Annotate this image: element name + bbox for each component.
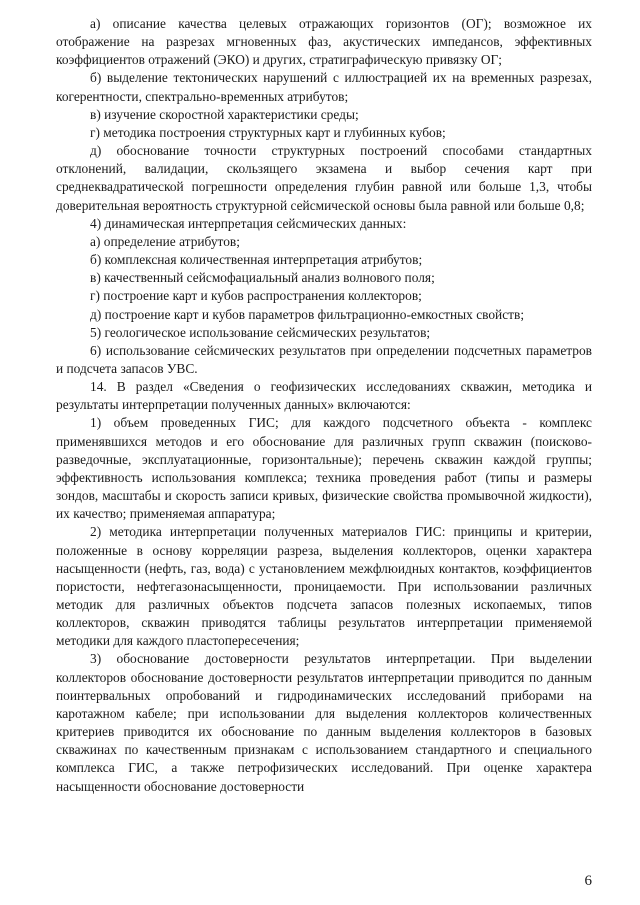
paragraph-item-d-accuracy: д) обоснование точности структурных построений способами стандартных отклонений, валидации, скользящего экзамена и выбор сечения карт при среднеквадратической погрешности определения глубин равной или больше 1,3, чтобы доверительная вероятность структурной сейсмической основы была равной или больше 0,8; (56, 143, 592, 213)
paragraph-item-4-dynamic: 4) динамическая интерпретация сейсмических данных: (90, 215, 407, 231)
paragraph-item-3-reliability: 3) обоснование достоверности результатов интерпретации. При выделении коллекторов обоснование достоверности результатов интерпретации приводится по данным поинтервальных опробований и гидродинамических исследований приборами на каротажном кабеле; при использовании для выделения коллекторов количественных критериев приводится их обоснование по данным выделения коллекторов в базовых скважинах по качественным признакам с использованием стандартного и специального комплекса ГИС, а также петрофизических исследований. При оценке характера насыщенности обоснование достоверности (56, 651, 592, 794)
paragraph-item-1-gis-volume: 1) объем проведенных ГИС; для каждого подсчетного объекта - комплекс применявшихся методов и его обоснование для различных групп скважин (поисково-разведочные, эксплуатационные, горизонтальные); перечень скважин каждой группы; эффективность использования комплекса; техника проведения работ (типы и размеры зондов, масштабы и скорость записи кривых, физические свойства промывочной жидкости), их качество; применяемая аппаратура; (56, 415, 592, 522)
paragraph-item-g-reservoir-maps: г) построение карт и кубов распространения коллекторов; (90, 288, 422, 304)
paragraph-item-b-faults: б) выделение тектонических нарушений с иллюстрацией их на временных разрезах, когерентности, спектрально-временных атрибутов; (56, 70, 592, 104)
paragraph-item-d-property-maps: д) построение карт и кубов параметров фильтрационно-емкостных свойств; (90, 306, 525, 322)
paragraph-section-14: 14. В раздел «Сведения о геофизических исследованиях скважин, методика и результаты интерпретации полученных данных» включаются: (56, 379, 592, 413)
paragraph-item-v-seismofacies: в) качественный сейсмофациальный анализ волнового поля; (90, 270, 435, 286)
paragraph-item-2-interpretation-method: 2) методика интерпретации полученных материалов ГИС: принципы и критерии, положенные в основу корреляции разреза, выделения коллекторов, оценки характера насыщенности (нефть, газ, вода) с установлением межфлюидных контактов, коэффициентов пористости, нефтегазонасыщенности, проницаемости. При использовании различных методик для различных объектов подсчета запасов полезных ископаемых, типов коллекторов, скважин приводятся таблицы результатов интерпретации применяемой методики для каждого пластопересечения; (56, 524, 592, 649)
paragraph-item-g-structural-maps: г) методика построения структурных карт и глубинных кубов; (90, 124, 446, 140)
paragraph-item-6-reserves: 6) использование сейсмических результатов при определении подсчетных параметров и подсчета запасов УВС. (56, 342, 592, 376)
paragraph-item-b-quantitative: б) комплексная количественная интерпретация атрибутов; (90, 252, 423, 268)
paragraph-item-5-geological-use: 5) геологическое использование сейсмических результатов; (90, 324, 431, 340)
paragraph-item-a-description: а) описание качества целевых отражающих горизонтов (ОГ); возможное их отображение на разрезах мгновенных фаз, акустических импедансов, эффективных коэффициентов отражений (ЭКО) и других, стратиграфическую привязку ОГ; (56, 16, 592, 68)
paragraph-item-v-velocity: в) изучение скоростной характеристики среды; (90, 106, 359, 122)
paragraph-item-a-attributes: а) определение атрибутов; (90, 233, 240, 249)
page-number: 6 (584, 873, 592, 889)
